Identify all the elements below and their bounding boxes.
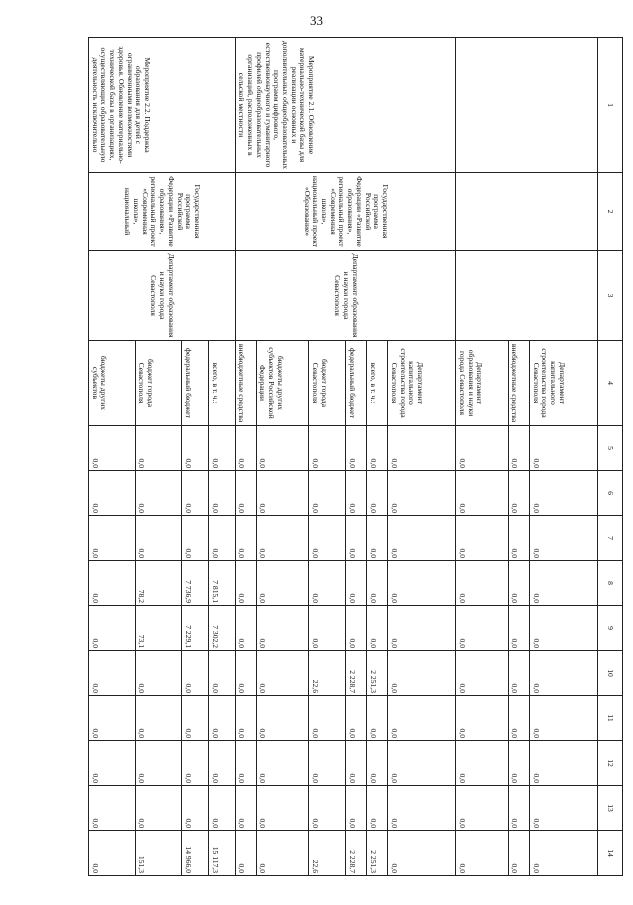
funding-source: всего, в т. ч.: bbox=[208, 341, 235, 426]
amount-cell: 2 228,7 bbox=[345, 651, 366, 696]
column-header: 13 bbox=[598, 786, 623, 831]
amount-cell: 0,0 bbox=[309, 561, 346, 606]
table-row bbox=[388, 38, 456, 876]
amount-cell: 73,1 bbox=[135, 606, 182, 651]
funding-source: федеральный бюджет bbox=[182, 341, 209, 426]
amount-cell: 0,0 bbox=[182, 741, 209, 786]
funding-source: Департамент капитального строительства города Севастополя bbox=[388, 341, 456, 426]
amount-cell: 0,0 bbox=[235, 651, 256, 696]
funding-source: всего, в т. ч.: bbox=[367, 341, 388, 426]
amount-cell: 0,0 bbox=[388, 831, 456, 876]
amount-cell: 0,0 bbox=[309, 471, 346, 516]
amount-cell: 78,2 bbox=[135, 561, 182, 606]
amount-cell: 0,0 bbox=[89, 561, 136, 606]
amount-cell: 0,0 bbox=[456, 831, 508, 876]
funding-source: бюджеты других субъектов bbox=[89, 341, 136, 426]
funding-source: Департамент капитального строительства города Севастополя bbox=[529, 341, 597, 426]
amount-cell: 0,0 bbox=[456, 651, 508, 696]
blank-cell bbox=[456, 173, 598, 251]
amount-cell: 0,0 bbox=[388, 516, 456, 561]
amount-cell: 0,0 bbox=[508, 516, 529, 561]
program-name: Государственная программа Российской Федерации «Развитие образования», региональный проект «Современная школа», национальный bbox=[89, 173, 236, 251]
amount-cell: 7 815,1 bbox=[208, 561, 235, 606]
column-header: 12 bbox=[598, 741, 623, 786]
amount-cell: 0,0 bbox=[256, 651, 308, 696]
amount-cell: 0,0 bbox=[135, 786, 182, 831]
amount-cell: 2 251,3 bbox=[367, 831, 388, 876]
amount-cell: 0,0 bbox=[345, 516, 366, 561]
column-header: 4 bbox=[598, 341, 623, 426]
amount-cell: 0,0 bbox=[529, 426, 597, 471]
funding-source: внебюджетные средства bbox=[508, 341, 529, 426]
amount-cell: 7 736,9 bbox=[182, 561, 209, 606]
amount-cell: 0,0 bbox=[388, 606, 456, 651]
rotated-table-container bbox=[88, 37, 623, 873]
amount-cell: 0,0 bbox=[208, 741, 235, 786]
amount-cell: 0,0 bbox=[235, 696, 256, 741]
amount-cell: 0,0 bbox=[367, 696, 388, 741]
column-number-row bbox=[598, 38, 623, 876]
amount-cell: 0,0 bbox=[456, 696, 508, 741]
amount-cell: 0,0 bbox=[256, 606, 308, 651]
amount-cell: 0,0 bbox=[367, 426, 388, 471]
amount-cell: 0,0 bbox=[208, 696, 235, 741]
amount-cell: 0,0 bbox=[135, 741, 182, 786]
amount-cell: 0,0 bbox=[367, 471, 388, 516]
amount-cell: 0,0 bbox=[388, 471, 456, 516]
budget-table bbox=[88, 37, 623, 876]
amount-cell: 0,0 bbox=[256, 786, 308, 831]
amount-cell: 0,0 bbox=[388, 426, 456, 471]
amount-cell: 0,0 bbox=[89, 606, 136, 651]
amount-cell: 0,0 bbox=[367, 561, 388, 606]
table-body bbox=[89, 38, 598, 876]
amount-cell: 0,0 bbox=[367, 786, 388, 831]
amount-cell: 0,0 bbox=[256, 561, 308, 606]
amount-cell: 0,0 bbox=[235, 606, 256, 651]
amount-cell: 0,0 bbox=[89, 471, 136, 516]
amount-cell: 0,0 bbox=[508, 831, 529, 876]
amount-cell: 0,0 bbox=[182, 696, 209, 741]
amount-cell: 0,0 bbox=[456, 426, 508, 471]
amount-cell: 14 966,0 bbox=[182, 831, 209, 876]
amount-cell: 0,0 bbox=[309, 741, 346, 786]
executor-name: Департамент образования и науки города Севастополя bbox=[89, 251, 236, 341]
amount-cell: 0,0 bbox=[309, 606, 346, 651]
amount-cell: 0,0 bbox=[208, 471, 235, 516]
amount-cell: 0,0 bbox=[529, 831, 597, 876]
amount-cell: 0,0 bbox=[182, 471, 209, 516]
funding-source: федеральный бюджет bbox=[345, 341, 366, 426]
amount-cell: 0,0 bbox=[235, 831, 256, 876]
amount-cell: 0,0 bbox=[388, 741, 456, 786]
amount-cell: 0,0 bbox=[529, 651, 597, 696]
amount-cell: 0,0 bbox=[235, 471, 256, 516]
amount-cell: 0,0 bbox=[235, 426, 256, 471]
amount-cell: 2 228,7 bbox=[345, 831, 366, 876]
amount-cell: 0,0 bbox=[235, 786, 256, 831]
amount-cell: 0,0 bbox=[135, 651, 182, 696]
column-header: 7 bbox=[598, 516, 623, 561]
program-name: Государственная программа Российской Федерации «Развитие образования», региональный проект «Современная школа», национальный проект «Образование» bbox=[235, 173, 456, 251]
amount-cell: 0,0 bbox=[529, 471, 597, 516]
amount-cell: 0,0 bbox=[388, 561, 456, 606]
column-header: 1 bbox=[598, 38, 623, 173]
amount-cell: 0,0 bbox=[256, 831, 308, 876]
funding-source: внебюджетные средства bbox=[235, 341, 256, 426]
amount-cell: 0,0 bbox=[345, 426, 366, 471]
amount-cell: 0,0 bbox=[235, 516, 256, 561]
amount-cell: 0,0 bbox=[345, 696, 366, 741]
amount-cell: 0,0 bbox=[529, 606, 597, 651]
amount-cell: 0,0 bbox=[456, 786, 508, 831]
amount-cell: 0,0 bbox=[235, 741, 256, 786]
amount-cell: 0,0 bbox=[309, 786, 346, 831]
funding-source: бюджеты других субъектов Российской Федерации bbox=[256, 341, 308, 426]
amount-cell: 0,0 bbox=[529, 561, 597, 606]
amount-cell: 0,0 bbox=[456, 606, 508, 651]
amount-cell: 0,0 bbox=[508, 786, 529, 831]
blank-cell bbox=[456, 38, 598, 173]
column-header: 5 bbox=[598, 426, 623, 471]
amount-cell: 0,0 bbox=[309, 516, 346, 561]
amount-cell: 0,0 bbox=[529, 696, 597, 741]
amount-cell: 15 117,3 bbox=[208, 831, 235, 876]
page-number: 33 bbox=[310, 13, 323, 28]
amount-cell: 0,0 bbox=[182, 786, 209, 831]
table-row bbox=[529, 38, 597, 876]
amount-cell: 0,0 bbox=[508, 561, 529, 606]
amount-cell: 0,0 bbox=[208, 651, 235, 696]
amount-cell: 0,0 bbox=[345, 786, 366, 831]
amount-cell: 0,0 bbox=[208, 426, 235, 471]
amount-cell: 0,0 bbox=[388, 651, 456, 696]
amount-cell: 0,0 bbox=[89, 651, 136, 696]
amount-cell: 0,0 bbox=[135, 471, 182, 516]
amount-cell: 0,0 bbox=[345, 606, 366, 651]
amount-cell: 0,0 bbox=[309, 696, 346, 741]
amount-cell: 0,0 bbox=[235, 561, 256, 606]
measure-description: Мероприятие 2.1. Обновление материально-технической базы для реализации основных и дополнительных общеобразовательных программ цифрового, естественнонаучного и гуманитарного профилей общеобразовательных организаций, расположенных в сельской местности bbox=[235, 38, 456, 173]
column-header: 11 bbox=[598, 696, 623, 741]
amount-cell: 0,0 bbox=[456, 741, 508, 786]
amount-cell: 0,0 bbox=[456, 561, 508, 606]
column-header: 2 bbox=[598, 173, 623, 251]
amount-cell: 0,0 bbox=[89, 831, 136, 876]
amount-cell: 0,0 bbox=[508, 741, 529, 786]
amount-cell: 2 251,3 bbox=[367, 651, 388, 696]
amount-cell: 0,0 bbox=[529, 741, 597, 786]
amount-cell: 0,0 bbox=[345, 741, 366, 786]
amount-cell: 0,0 bbox=[256, 696, 308, 741]
amount-cell: 22,6 bbox=[309, 831, 346, 876]
amount-cell: 0,0 bbox=[135, 516, 182, 561]
table-row bbox=[208, 38, 235, 876]
column-header: 3 bbox=[598, 251, 623, 341]
amount-cell: 0,0 bbox=[456, 516, 508, 561]
funding-source: бюджет города Севастополя bbox=[135, 341, 182, 426]
amount-cell: 0,0 bbox=[135, 696, 182, 741]
amount-cell: 0,0 bbox=[208, 786, 235, 831]
amount-cell: 0,0 bbox=[182, 516, 209, 561]
amount-cell: 0,0 bbox=[508, 696, 529, 741]
amount-cell: 0,0 bbox=[309, 426, 346, 471]
amount-cell: 0,0 bbox=[89, 516, 136, 561]
amount-cell: 0,0 bbox=[89, 696, 136, 741]
amount-cell: 0,0 bbox=[135, 426, 182, 471]
amount-cell: 0,0 bbox=[256, 741, 308, 786]
amount-cell: 0,0 bbox=[89, 426, 136, 471]
column-header: 9 bbox=[598, 606, 623, 651]
amount-cell: 0,0 bbox=[208, 516, 235, 561]
column-header: 14 bbox=[598, 831, 623, 876]
amount-cell: 7 302,2 bbox=[208, 606, 235, 651]
amount-cell: 0,0 bbox=[89, 741, 136, 786]
column-header: 6 bbox=[598, 471, 623, 516]
amount-cell: 0,0 bbox=[456, 471, 508, 516]
amount-cell: 0,0 bbox=[182, 651, 209, 696]
amount-cell: 0,0 bbox=[529, 516, 597, 561]
amount-cell: 0,0 bbox=[182, 426, 209, 471]
amount-cell: 0,0 bbox=[256, 426, 308, 471]
amount-cell: 7 229,1 bbox=[182, 606, 209, 651]
executor-name: Департамент образования и науки города Севастополя bbox=[235, 251, 456, 341]
amount-cell: 0,0 bbox=[367, 606, 388, 651]
amount-cell: 0,0 bbox=[345, 561, 366, 606]
column-header: 8 bbox=[598, 561, 623, 606]
blank-cell bbox=[456, 251, 598, 341]
funding-source: бюджет города Севастополя bbox=[309, 341, 346, 426]
amount-cell: 0,0 bbox=[388, 786, 456, 831]
amount-cell: 0,0 bbox=[388, 696, 456, 741]
amount-cell: 0,0 bbox=[256, 471, 308, 516]
amount-cell: 0,0 bbox=[367, 741, 388, 786]
funding-source: Департамент образования и науки города Севастополя bbox=[456, 341, 508, 426]
amount-cell: 151,3 bbox=[135, 831, 182, 876]
amount-cell: 0,0 bbox=[89, 786, 136, 831]
amount-cell: 0,0 bbox=[367, 516, 388, 561]
amount-cell: 0,0 bbox=[508, 606, 529, 651]
amount-cell: 0,0 bbox=[529, 786, 597, 831]
amount-cell: 0,0 bbox=[256, 516, 308, 561]
amount-cell: 0,0 bbox=[508, 426, 529, 471]
amount-cell: 0,0 bbox=[508, 651, 529, 696]
column-header: 10 bbox=[598, 651, 623, 696]
measure-description: Мероприятие 2.2. Поддержка образования для детей с ограниченными возможностями здоровья. Обновление материально-технической базы в организациях, осуществляющих образовательную деятельность исключительно bbox=[89, 38, 236, 173]
amount-cell: 0,0 bbox=[508, 471, 529, 516]
amount-cell: 22,6 bbox=[309, 651, 346, 696]
amount-cell: 0,0 bbox=[345, 471, 366, 516]
